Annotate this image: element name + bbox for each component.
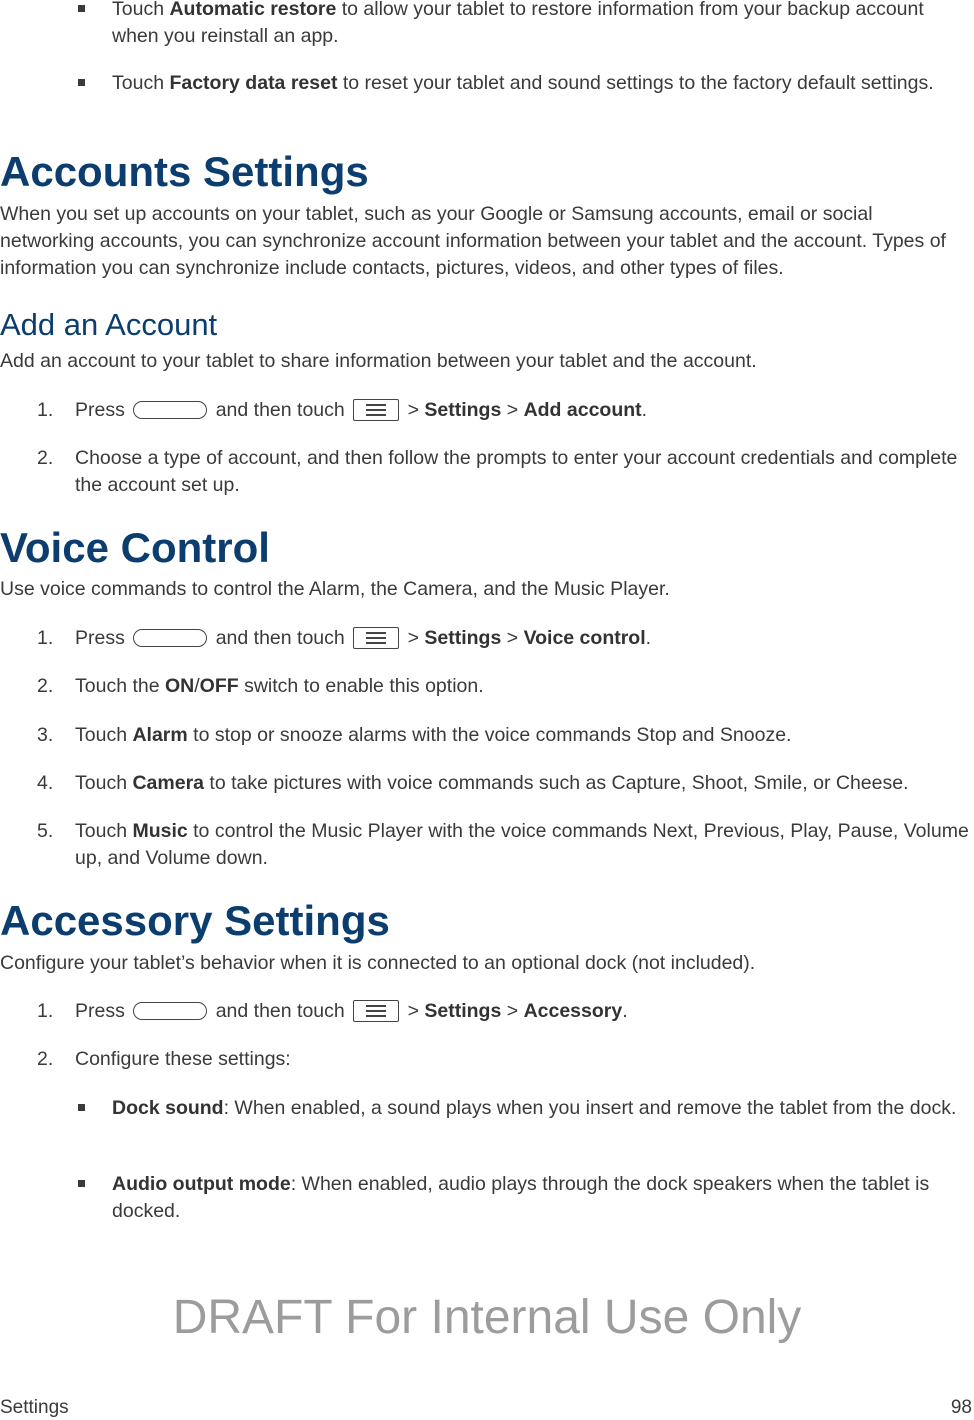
voice-step-4: Touch Camera to take pictures with voice commands such as Capture, Shoot, Smile, or Cheese. [75, 772, 909, 794]
voice-step-5: Touch Music to control the Music Player with the voice commands Next, Previous, Play, Pause, Volume up, and Volume down. [75, 820, 969, 869]
voice-step-3: Touch Alarm to stop or snooze alarms with the voice commands Stop and Snooze. [75, 724, 792, 746]
draft-watermark: DRAFT For Internal Use Only [172, 1291, 802, 1344]
square-bullet-icon [78, 1104, 85, 1111]
home-button-icon [133, 1002, 207, 1020]
bullet-factory-data-reset: Touch Factory data reset to reset your tablet and sound settings to the factory default settings. [112, 70, 968, 97]
square-bullet-icon [78, 5, 85, 12]
step-number: 4. [37, 772, 54, 794]
bullet-audio-output-mode: Audio output mode: When enabled, audio plays through the dock speakers when the tablet is docked. [112, 1171, 968, 1225]
footer-section-name: Settings [0, 1397, 69, 1418]
bullet-automatic-restore: Touch Automatic restore to allow your tablet to restore information from your backup account when you reinstall an app. [112, 0, 968, 50]
step-number: 2. [37, 447, 54, 469]
heading-voice-control: Voice Control [0, 524, 270, 571]
step-number: 2. [37, 675, 54, 697]
step-number: 2. [37, 1048, 54, 1070]
voice-step-2: Touch the ON/OFF switch to enable this option. [75, 675, 484, 697]
menu-key-icon [353, 627, 399, 649]
square-bullet-icon [78, 1180, 85, 1187]
heading-add-account: Add an Account [0, 307, 218, 342]
menu-key-icon [353, 1000, 399, 1022]
step-number: 5. [37, 820, 54, 842]
heading-accounts-settings: Accounts Settings [0, 148, 369, 195]
home-button-icon [133, 401, 207, 419]
accessory-step-1: Press and then touch > Settings > Accessory. [75, 1000, 628, 1022]
step-number: 1. [37, 1000, 54, 1022]
accounts-description: When you set up accounts on your tablet, such as your Google or Samsung accounts, email or social networking accounts, you can synchronize account information between your tablet and the account. Types of information you can synchronize include contacts, pictures, videos, and other types of files. [0, 203, 946, 279]
add-account-step-2: Choose a type of account, and then follow the prompts to enter your account credentials and complete the account set up. [75, 447, 958, 496]
heading-accessory-settings: Accessory Settings [0, 897, 390, 944]
footer-page-number: 98 [950, 1397, 972, 1418]
home-button-icon [133, 629, 207, 647]
accessory-step-2: Configure these settings: [75, 1048, 291, 1070]
step-number: 1. [37, 627, 54, 649]
menu-key-icon [353, 399, 399, 421]
bullet-dock-sound: Dock sound: When enabled, a sound plays when you insert and remove the tablet from the dock. [112, 1095, 968, 1122]
square-bullet-icon [78, 79, 85, 86]
add-account-description: Add an account to your tablet to share information between your tablet and the account. [0, 350, 757, 372]
step-number: 3. [37, 724, 54, 746]
voice-step-1: Press and then touch > Settings > Voice control. [75, 627, 652, 649]
accessory-description: Configure your tablet’s behavior when it is connected to an optional dock (not included). [0, 952, 756, 974]
add-account-step-1: Press and then touch > Settings > Add account. [75, 399, 648, 421]
voice-control-description: Use voice commands to control the Alarm, the Camera, and the Music Player. [0, 578, 670, 600]
step-number: 1. [37, 399, 54, 421]
